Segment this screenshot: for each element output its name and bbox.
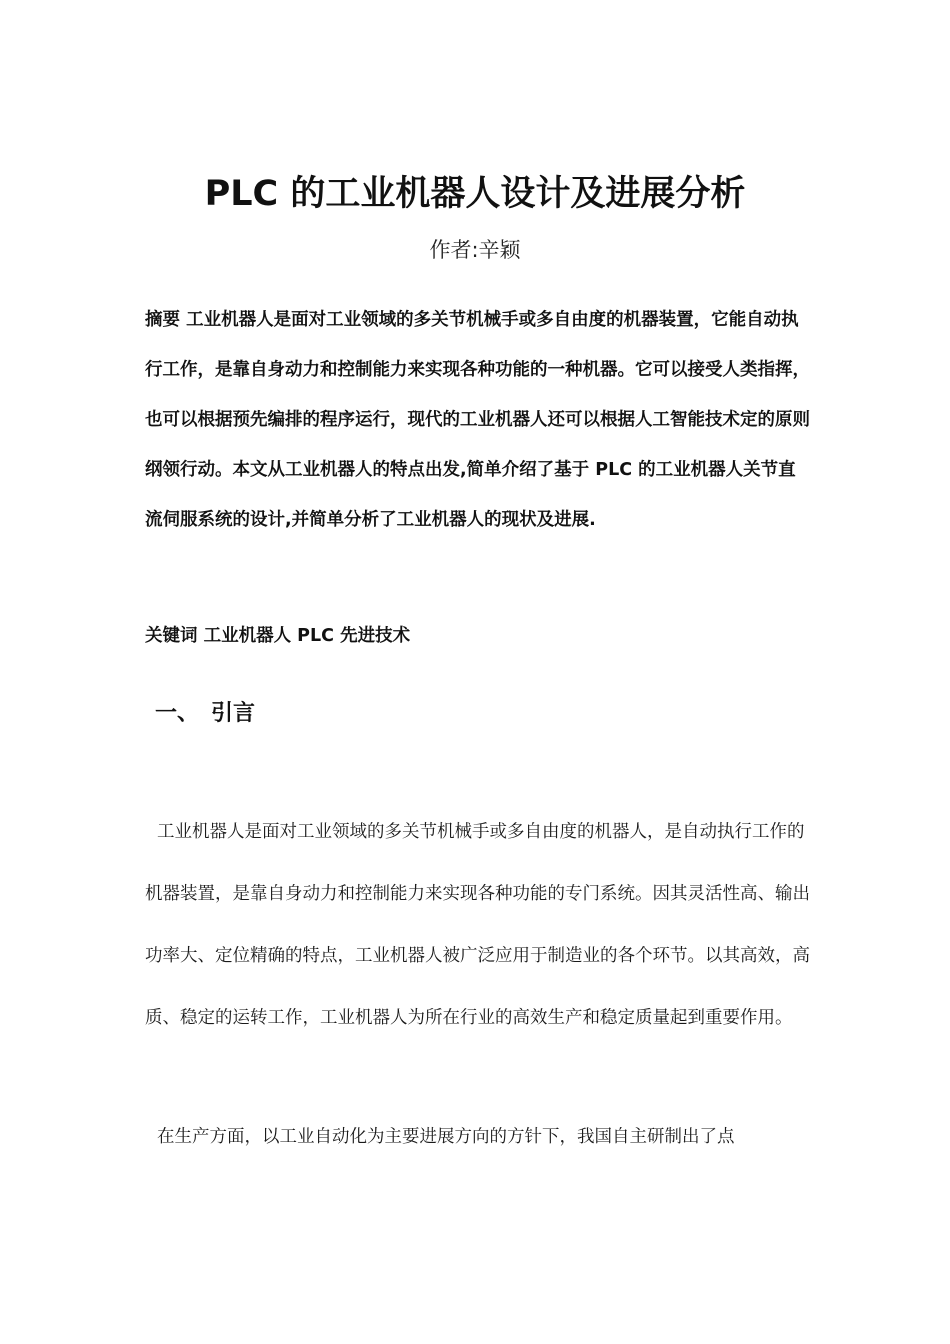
section-title: 引言	[211, 701, 256, 726]
section-heading	[155, 696, 255, 732]
abstract-paragraph: 摘要 工业机器人是面对工业领域的多关节机械手或多自由度的机器装置，它能自动执行工作，是靠自身动力和控制能力来实现各种功能的一种机器。它可以接受人类指挥，也可以根据预先编排的程序运行，现代的工业机器人还可以根据人工智能技术定的原则纲领行动。本文从工业机器人的特点出发,简单介绍了基于 PLC 的工业机器人关节直流伺服系统的设计,并简单分析了工业机器人的现状及进展.	[145, 310, 810, 530]
body-paragraph: 工业机器人是面对工业领域的多关节机械手或多自由度的机器人，是自动执行工作的机器装置，是靠自身动力和控制能力来实现各种功能的专门系统。因其灵活性高、输出功率大、定位精确的特点，工业机器人被广泛应用于制造业的各个环节。以其高效，高质、稳定的运转工作，工业机器人为所在行业的高效生产和稳定质量起到重要作用。	[145, 822, 810, 1028]
author-line: 作者:辛颖	[429, 238, 521, 262]
body-paragraph: 在生产方面，以工业自动化为主要进展方向的方针下，我国自主研制出了点	[157, 1127, 735, 1147]
keywords-line: 关键词 工业机器人 PLC 先进技术	[145, 626, 411, 646]
document-title: PLC 的工业机器人设计及进展分析	[204, 174, 746, 215]
section-number: 一、	[155, 701, 200, 726]
